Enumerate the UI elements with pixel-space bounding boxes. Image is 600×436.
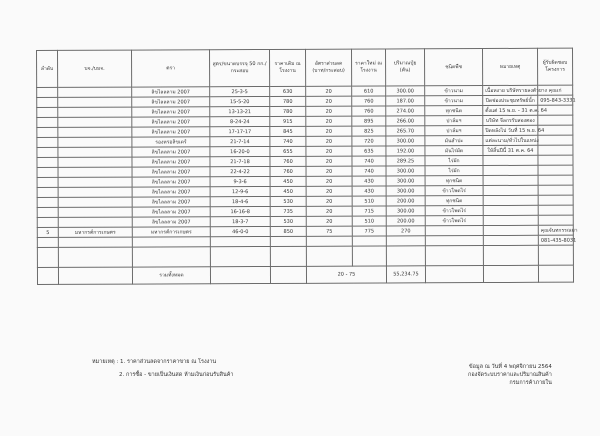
cell-discount: 20 (306, 146, 352, 156)
cell-company (58, 167, 132, 177)
cell-discount: 20 (306, 96, 352, 106)
cell-quantity: 300.00 (386, 136, 425, 146)
cell-brand: ลิขไลลลาม 2007 (132, 147, 210, 157)
cell-old-price: 530 (270, 216, 306, 226)
column-header: ตรา (132, 50, 210, 87)
cell-company (58, 207, 132, 217)
cell-crop: ข้าวนาม (425, 96, 483, 106)
cell-contact (538, 145, 573, 155)
cell-crop: ข้าวนาม (425, 86, 483, 96)
cell-company (58, 237, 132, 247)
cell-note: เนื้อหงาย บริษัทรายลงตัวยาง (483, 85, 538, 95)
total-quantity: 55,234.75 (386, 266, 425, 283)
cell-crop: ปาล์มฯ (425, 116, 483, 126)
cell-crop: ไร่ผัก (425, 156, 483, 166)
cell-no (37, 127, 58, 137)
header-row (37, 48, 573, 87)
cell-new-price: 825 (352, 126, 386, 136)
cell-old-price: 850 (270, 226, 306, 236)
cell-brand: รองหรอลิขเดร์ (132, 137, 210, 147)
cell-formula: 18-4-6 (210, 196, 270, 206)
cell-discount: 20 (306, 116, 352, 126)
column-header: ราคาใหม่ ณ โรงงาน (351, 49, 385, 86)
cell-old-price: 780 (270, 96, 306, 106)
source-date: ข้อมูล ณ วันที่ 4 พฤศจิกายน 2564 (468, 364, 552, 370)
cell-company (58, 127, 132, 137)
cell-new-price: 510 (352, 216, 386, 226)
cell-formula: 17-17-17 (210, 126, 270, 136)
cell-no (37, 197, 58, 207)
cell-no (37, 147, 58, 157)
cell-contact (538, 155, 573, 165)
cell-contact (538, 165, 573, 175)
cell-quantity: 300.00 (386, 206, 425, 216)
cell-new-price: 760 (352, 96, 386, 106)
cell-formula: 25-3-5 (210, 86, 270, 96)
cell-quantity: 192.00 (386, 146, 425, 156)
cell-note: แต่ละนาม/ทั่วไปในแหน่ง (483, 135, 538, 145)
cell-company: มหากรต์การเกษตร (58, 227, 132, 237)
cell-old-price: 630 (270, 86, 306, 96)
cell-brand: ลิขไลลลาม 2007 (132, 117, 210, 127)
cell-quantity: 265.70 (386, 126, 425, 136)
cell-no (37, 217, 58, 227)
cell-formula: 15-5-20 (210, 96, 270, 106)
fertilizer-price-table (36, 48, 578, 285)
cell-formula: 16-20-0 (210, 146, 270, 156)
cell-brand: ลิขไลลลาม 2007 (132, 157, 210, 167)
cell-old-price: 450 (270, 186, 306, 196)
source-division: กองจัดระบบราคาและปริมาณสินค้า (468, 372, 552, 378)
cell-contact (538, 195, 573, 205)
cell-quantity: 289.25 (386, 156, 425, 166)
cell-company (58, 157, 132, 167)
cell-new-price: 895 (352, 116, 386, 126)
cell-contact: 095-843-3331 (538, 95, 573, 105)
cell-note (483, 225, 538, 235)
cell-crop (425, 236, 483, 246)
cell-no (37, 167, 58, 177)
cell-old-price: 780 (270, 106, 306, 116)
cell-no (37, 107, 58, 117)
column-header: บจ./บมจ. (58, 50, 132, 87)
cell-brand: ลิขไลลลาม 2007 (132, 197, 210, 207)
total-discount: 20 - 75 (306, 266, 386, 283)
column-header: ผู้รับผิดชอบโครงการ (537, 48, 572, 85)
cell-contact: คุณจันทกรรณมา (538, 225, 573, 235)
cell-quantity: 300.00 (386, 186, 425, 196)
cell-old-price (270, 236, 306, 246)
cell-quantity: 300.00 (386, 176, 425, 186)
cell-formula: 8-24-24 (210, 116, 270, 126)
cell-discount: 20 (306, 206, 352, 216)
cell-old-price: 915 (270, 116, 306, 126)
cell-old-price: 530 (270, 196, 306, 206)
cell-formula: 22-4-22 (210, 166, 270, 176)
cell-crop: มันไร่ผัด (425, 146, 483, 156)
cell-old-price: 450 (270, 176, 306, 186)
cell-quantity (386, 236, 425, 246)
cell-crop: มันสำปะ (425, 136, 483, 146)
column-header: อัตราส่วนลด (บาท/กระสอบ) (305, 49, 351, 86)
cell-contact (538, 215, 573, 225)
cell-old-price: 655 (270, 146, 306, 156)
cell-company (58, 107, 132, 117)
cell-new-price: 430 (352, 176, 386, 186)
cell-brand: ลิขไลลลาม 2007 (132, 177, 210, 187)
cell-new-price: 775 (352, 226, 386, 236)
cell-new-price: 510 (352, 196, 386, 206)
cell-new-price: 430 (352, 186, 386, 196)
cell-quantity: 200.00 (386, 196, 425, 206)
cell-company (58, 187, 132, 197)
cell-new-price: 715 (352, 206, 386, 216)
cell-contact (538, 175, 573, 185)
cell-no (37, 137, 58, 147)
cell-discount: 20 (306, 186, 352, 196)
cell-brand: ลิขไลลลาม 2007 (132, 167, 210, 177)
column-header: ชนิดพืช (424, 49, 482, 86)
cell-brand: ลิขไลลลาม 2007 (132, 217, 210, 227)
cell-discount (306, 236, 352, 246)
cell-contact (538, 185, 573, 195)
cell-formula (210, 236, 270, 246)
cell-discount: 20 (306, 176, 352, 186)
cell-old-price: 740 (270, 136, 306, 146)
cell-brand: ลิขไลลลาม 2007 (132, 107, 210, 117)
cell-formula: 16-16-8 (210, 206, 270, 216)
cell-note: ตั้งแต่ 15 พ.ย. - 31 ต.ค. 64 (483, 105, 538, 115)
cell-company (58, 97, 132, 107)
column-header: ราคาเดิม ณ โรงงาน (269, 49, 305, 86)
source-department: กรมการค้าภายใน (509, 380, 552, 386)
source-block (468, 363, 552, 387)
cell-no (37, 187, 58, 197)
blank-row (37, 245, 573, 267)
cell-quantity: 266.00 (386, 116, 425, 126)
cell-quantity: 274.00 (386, 106, 425, 116)
cell-contact (538, 135, 573, 145)
cell-no (37, 177, 58, 187)
cell-company (58, 117, 132, 127)
cell-old-price: 760 (270, 156, 306, 166)
cell-no (37, 157, 58, 167)
cell-quantity: 187.00 (386, 96, 425, 106)
cell-quantity: 270 (386, 226, 425, 236)
cell-no (37, 237, 58, 247)
cell-old-price: 735 (270, 206, 306, 216)
cell-discount: 75 (306, 226, 352, 236)
cell-no (37, 207, 58, 217)
total-label: รวมทั้งหมด (132, 267, 210, 284)
cell-note: ปิดช่องประชุมทรัพย์นั้ก (483, 95, 538, 105)
cell-crop: ข้าวโพดไร่ (425, 216, 483, 226)
cell-new-price: 740 (352, 166, 386, 176)
cell-formula: 21-7-14 (210, 136, 270, 146)
cell-crop: ทุกชนิด (425, 196, 483, 206)
cell-discount: 20 (306, 216, 352, 226)
cell-note (483, 215, 538, 225)
cell-contact: 081-435-8031 (538, 235, 573, 245)
cell-company (58, 87, 132, 97)
cell-brand: มหากรต์การเกษตร (132, 227, 210, 237)
cell-brand: ลิขไลลลาม 2007 (132, 187, 210, 197)
cell-contact (538, 205, 573, 215)
cell-new-price: 610 (352, 86, 386, 96)
cell-discount: 20 (306, 166, 352, 176)
cell-discount: 20 (306, 86, 352, 96)
cell-formula: 46-0-0 (210, 226, 270, 236)
cell-formula: 21-7-18 (210, 156, 270, 166)
cell-company (58, 177, 132, 187)
cell-quantity: 300.00 (386, 166, 425, 176)
cell-brand (132, 237, 210, 247)
cell-note (483, 195, 538, 205)
cell-new-price: 740 (352, 156, 386, 166)
cell-company (58, 217, 132, 227)
cell-contact (538, 115, 573, 125)
cell-company (58, 137, 132, 147)
cell-note (483, 235, 538, 245)
cell-new-price: 720 (352, 136, 386, 146)
total-row (37, 265, 573, 284)
cell-crop: ทุกชนิด (425, 176, 483, 186)
cell-crop: ไร่ผัก (425, 166, 483, 176)
cell-company (58, 197, 132, 207)
cell-new-price: 635 (352, 146, 386, 156)
cell-company (58, 147, 132, 157)
note-line-1: หมายเหตุ : 1. ราคาส่วนลดจากราคาขาย ณ โรงงาน (92, 359, 217, 365)
cell-note: ให้สิ้นปีนี้ 31 ต.ค. 64 (483, 145, 538, 155)
cell-discount: 20 (306, 156, 352, 166)
cell-discount: 20 (306, 196, 352, 206)
cell-formula: 12-9-6 (210, 186, 270, 196)
cell-note (483, 205, 538, 215)
cell-note: ปิดหลังไป วันที่ 15 พ.ย. 64 (483, 125, 538, 135)
cell-note (483, 165, 538, 175)
cell-note (483, 155, 538, 165)
cell-crop: ทุกชนิด (425, 106, 483, 116)
cell-formula: 18-3-7 (210, 216, 270, 226)
cell-note (483, 185, 538, 195)
cell-formula: 13-13-21 (210, 106, 270, 116)
cell-new-price: 760 (352, 106, 386, 116)
cell-no (37, 87, 58, 97)
cell-contact: คุณเก่ (538, 85, 573, 95)
cell-crop: ปาล์มฯ (425, 126, 483, 136)
cell-discount: 20 (306, 126, 352, 136)
cell-quantity: 300.00 (386, 86, 425, 96)
cell-note: บริษัท จีลกรรับสองตอง (483, 115, 538, 125)
cell-no (37, 97, 58, 107)
cell-formula: 9-3-6 (210, 176, 270, 186)
cell-quantity: 200.00 (386, 216, 425, 226)
column-header: หมายเหตุ (482, 48, 537, 85)
cell-discount: 20 (306, 106, 352, 116)
note-line-2: 2. การซื้อ - ขายเป็นเงินสด ห้ามเงินก่อนรับสินค้า (119, 372, 234, 378)
notes-block (92, 356, 233, 382)
column-header: ปริมาณปุ๋ย (ตัน) (385, 49, 424, 86)
cell-no (37, 117, 58, 127)
cell-crop: ข้าวโพดไร่ (425, 206, 483, 216)
column-header: ลำดับ (37, 50, 58, 87)
cell-brand: ลิขไลลลาม 2007 (132, 87, 210, 97)
cell-no: 5 (37, 227, 58, 237)
cell-crop (425, 226, 483, 236)
cell-brand: ลิขไลลลาม 2007 (132, 127, 210, 137)
cell-old-price: 760 (270, 166, 306, 176)
cell-new-price (352, 236, 386, 246)
column-header: สูตร/ขนาดบรรจุ 50 กก./กระสอบ (210, 49, 270, 86)
cell-brand: ลิขไลลลาม 2007 (132, 97, 210, 107)
cell-crop: ข้าวโพดไร่ (425, 186, 483, 196)
cell-brand: ลิขไลลลาม 2007 (132, 207, 210, 217)
cell-discount: 20 (306, 136, 352, 146)
cell-old-price: 845 (270, 126, 306, 136)
cell-note (483, 175, 538, 185)
